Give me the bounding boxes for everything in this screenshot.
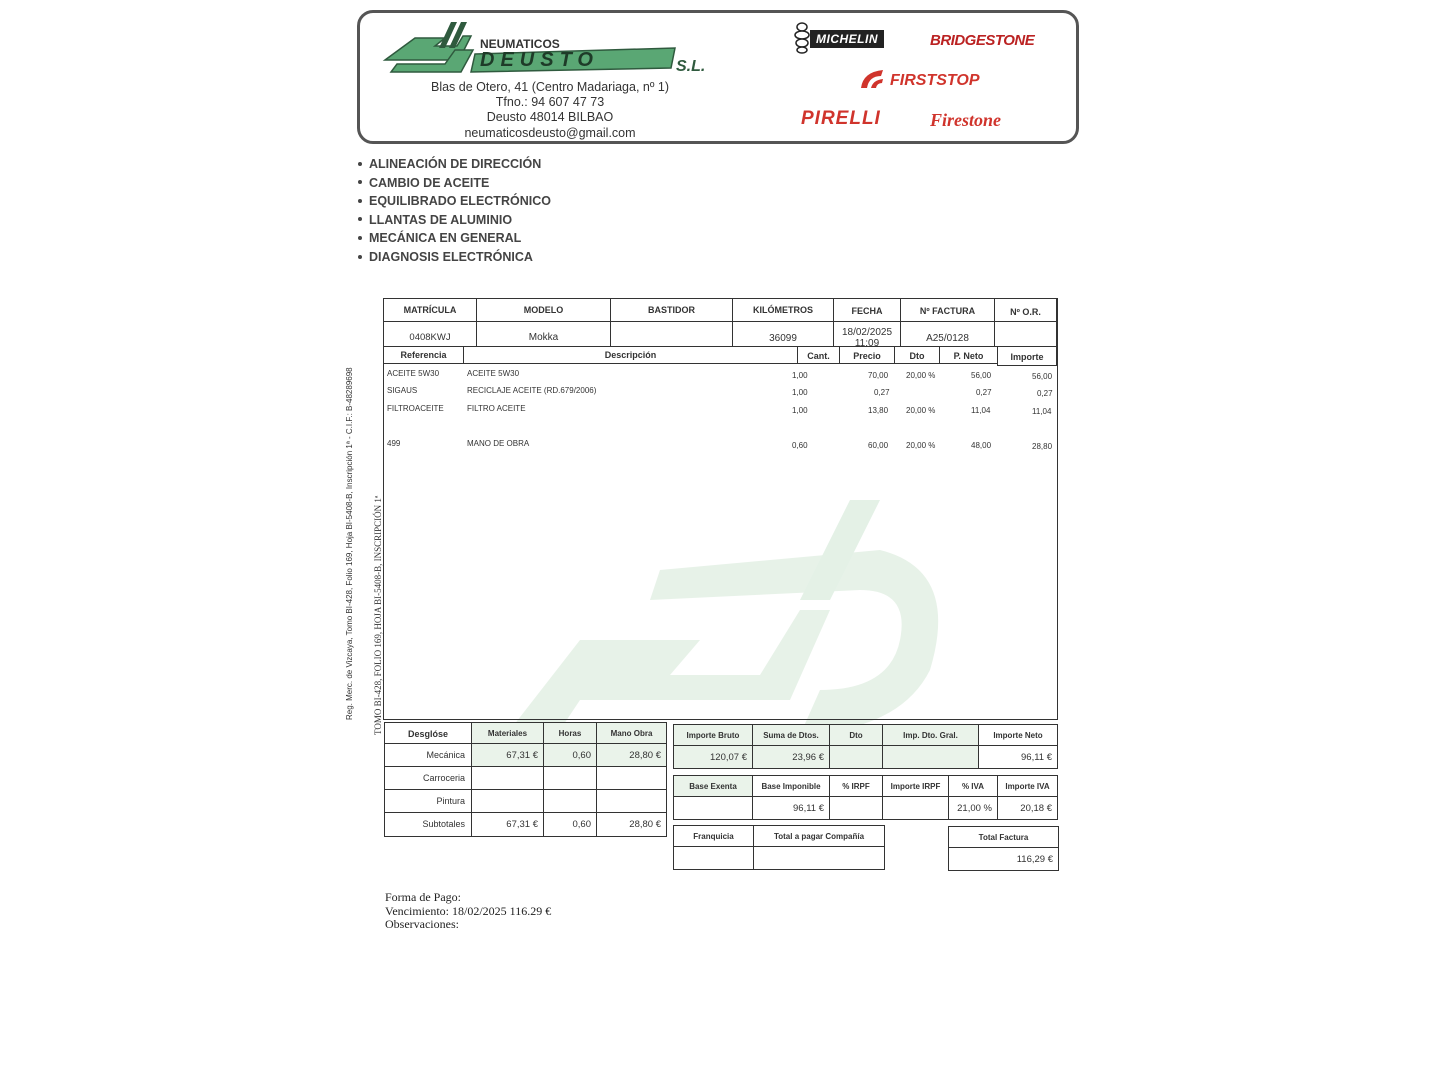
breakdown-carroceria-materiales bbox=[471, 766, 544, 790]
totals-header-imp-dto-gral: Imp. Dto. Gral. bbox=[882, 724, 979, 746]
totals-header-dto: Dto bbox=[829, 724, 883, 746]
header-cant: Cant. bbox=[797, 346, 840, 364]
totals-importe-bruto: 120,07 € bbox=[673, 745, 753, 769]
bullet-icon bbox=[358, 255, 362, 259]
value-n-or bbox=[994, 321, 1057, 347]
row-importe: 0,27 bbox=[1037, 389, 1053, 398]
header-modelo: MODELO bbox=[476, 298, 611, 322]
row-ref: FILTROACEITE bbox=[387, 404, 444, 413]
row-importe: 56,00 bbox=[1032, 372, 1053, 381]
bullet-icon bbox=[358, 162, 362, 166]
breakdown-pintura-horas bbox=[543, 789, 597, 813]
value-modelo: Mokka bbox=[476, 321, 611, 347]
bullet-icon bbox=[358, 236, 362, 240]
breakdown-mecanica-horas: 0,60 bbox=[543, 743, 597, 767]
header-bastidor: BASTIDOR bbox=[610, 298, 733, 322]
total-factura-header: Total Factura bbox=[948, 826, 1059, 848]
tax-importe-irpf bbox=[882, 796, 949, 820]
row-ref: ACEITE 5W30 bbox=[387, 369, 440, 378]
breakdown-header-materiales: Materiales bbox=[471, 722, 544, 744]
value-n-factura: A25/0128 bbox=[900, 321, 995, 347]
observations: Observaciones: bbox=[385, 917, 459, 931]
breakdown-pintura-mano-obra bbox=[596, 789, 667, 813]
breakdown-mecanica-mano-obra: 28,80 € bbox=[596, 743, 667, 767]
value-kilometros: 36099 bbox=[732, 321, 834, 347]
totals-importe-neto: 96,11 € bbox=[978, 745, 1058, 769]
row-importe: 11,04 bbox=[1032, 407, 1052, 416]
tax-iva: 21,00 % bbox=[948, 796, 998, 820]
bullet-icon bbox=[358, 180, 362, 184]
tax-header-importe-iva: Importe IVA bbox=[997, 775, 1058, 797]
breakdown-header-desglose: Desglóse bbox=[384, 722, 472, 744]
firestone-logo: Firestone bbox=[930, 110, 1002, 130]
firststop-logo: FIRSTSTOP bbox=[890, 72, 980, 89]
table-row bbox=[386, 386, 1056, 402]
breakdown-mecanica-materiales: 67,31 € bbox=[471, 743, 544, 767]
header-n-factura: Nº FACTURA bbox=[900, 298, 995, 322]
totals-header-suma-dtos: Suma de Dtos. bbox=[752, 724, 830, 746]
registry-side-text-2: TOMO BI-428, FOLIO 169, HOJA BI-5408-B, INSCRIPCIÓN 1ª bbox=[373, 495, 383, 735]
address-line-1: Blas de Otero, 41 (Centro Madariaga, nº 1) bbox=[430, 80, 670, 94]
breakdown-label-pintura: Pintura bbox=[384, 789, 472, 813]
company-name-top: NEUMATICOS bbox=[480, 37, 560, 51]
header-kilometros: KILÓMETROS bbox=[732, 298, 834, 322]
totals-suma-dtos: 23,96 € bbox=[752, 745, 830, 769]
address-line-email: neumaticosdeusto@gmail.com bbox=[464, 126, 636, 140]
service-item: DIAGNOSIS ELECTRÓNICA bbox=[358, 248, 551, 267]
row-precio: 13,80 bbox=[868, 406, 889, 415]
header-p-neto: P. Neto bbox=[939, 346, 998, 364]
tax-header-base-imponible: Base Imponible bbox=[752, 775, 830, 797]
value-bastidor bbox=[610, 321, 733, 347]
breakdown-header-horas: Horas bbox=[543, 722, 597, 744]
bullet-icon bbox=[358, 217, 362, 221]
row-neto: 11,04 bbox=[971, 406, 991, 415]
row-desc: MANO DE OBRA bbox=[467, 439, 530, 448]
payment-due: Vencimiento: 18/02/2025 116.29 € bbox=[385, 903, 552, 918]
header-matricula: MATRÍCULA bbox=[383, 298, 477, 322]
service-item: EQUILIBRADO ELECTRÓNICO bbox=[358, 192, 551, 211]
header-dto: Dto bbox=[894, 346, 940, 364]
table-row bbox=[386, 369, 1056, 385]
row-cant: 1,00 bbox=[792, 388, 808, 397]
bridgestone-logo: BRIDGESTONE bbox=[930, 32, 1035, 49]
row-cant: 1,00 bbox=[792, 371, 808, 380]
breakdown-pintura-materiales bbox=[471, 789, 544, 813]
tax-header-importe-irpf: Importe IRPF bbox=[882, 775, 949, 797]
header-precio: Precio bbox=[839, 346, 895, 364]
firststop-mark-icon bbox=[857, 68, 887, 90]
service-item: ALINEACIÓN DE DIRECCIÓN bbox=[358, 155, 551, 174]
breakdown-subtotales-horas: 0,60 bbox=[543, 812, 597, 837]
breakdown-header-mano-obra: Mano Obra bbox=[596, 722, 667, 744]
row-cant: 0,60 bbox=[792, 441, 808, 450]
totals-header-importe-neto: Importe Neto bbox=[978, 724, 1058, 746]
registry-side-text: Reg. Merc. de Vizcaya, Tomo BI-428, Folio 169, Hoja BI-5408-B, Inscripción 1ª - C.I.F.: B-48289698 bbox=[345, 367, 354, 720]
total-factura-value: 116,29 € bbox=[948, 847, 1059, 871]
row-ref: SIGAUS bbox=[387, 386, 418, 395]
row-neto: 56,00 bbox=[971, 371, 992, 380]
totals-dto bbox=[829, 745, 883, 769]
michelin-logo: MICHELIN bbox=[810, 30, 884, 48]
totals-imp-dto-gral bbox=[882, 745, 979, 769]
breakdown-carroceria-mano-obra bbox=[596, 766, 667, 790]
header-importe: Importe bbox=[997, 346, 1057, 366]
service-item: CAMBIO DE ACEITE bbox=[358, 174, 551, 193]
tax-base-exenta bbox=[673, 796, 753, 820]
breakdown-label-mecanica: Mecánica bbox=[384, 743, 472, 767]
address-line-phone: Tfno.: 94 607 47 73 bbox=[495, 95, 605, 109]
row-dto: 20,00 % bbox=[906, 371, 936, 380]
service-item: LLANTAS DE ALUMINIO bbox=[358, 211, 551, 230]
row-desc: ACEITE 5W30 bbox=[467, 369, 520, 378]
services-list bbox=[358, 155, 551, 267]
row-desc: FILTRO ACEITE bbox=[467, 404, 526, 413]
row-ref: 499 bbox=[387, 439, 401, 448]
bullet-icon bbox=[358, 199, 362, 203]
row-precio: 60,00 bbox=[868, 441, 889, 450]
breakdown-label-carroceria: Carroceria bbox=[384, 766, 472, 790]
row-neto: 48,00 bbox=[971, 441, 992, 450]
breakdown-subtotales-mano-obra: 28,80 € bbox=[596, 812, 667, 837]
franquicia-header: Franquicia bbox=[673, 825, 754, 847]
breakdown-carroceria-horas bbox=[543, 766, 597, 790]
row-importe: 28,80 bbox=[1032, 442, 1053, 451]
header-referencia: Referencia bbox=[383, 346, 464, 364]
total-compania-header: Total a pagar Compañía bbox=[753, 825, 885, 847]
row-cant: 1,00 bbox=[792, 406, 808, 415]
breakdown-label-subtotales: Subtotales bbox=[384, 812, 472, 837]
total-compania-value bbox=[753, 846, 885, 870]
value-matricula: 0408KWJ bbox=[383, 321, 477, 347]
row-precio: 0,27 bbox=[874, 388, 890, 397]
payment-method: Forma de Pago: bbox=[385, 890, 461, 904]
service-item: MECÁNICA EN GENERAL bbox=[358, 229, 551, 248]
row-neto: 0,27 bbox=[976, 388, 992, 397]
payment-info bbox=[385, 891, 551, 932]
table-row bbox=[386, 404, 1056, 420]
franquicia-value bbox=[673, 846, 754, 870]
tax-header-irpf: % IRPF bbox=[829, 775, 883, 797]
breakdown-subtotales-materiales: 67,31 € bbox=[471, 812, 544, 837]
tax-header-iva: % IVA bbox=[948, 775, 998, 797]
header-n-or: Nº O.R. bbox=[994, 298, 1057, 322]
michelin-man-icon bbox=[793, 22, 811, 54]
tax-importe-iva: 20,18 € bbox=[997, 796, 1058, 820]
header-fecha: FECHA bbox=[833, 298, 901, 322]
address-line-city: Deusto 48014 BILBAO bbox=[486, 110, 614, 124]
company-suffix: S.L. bbox=[676, 58, 706, 75]
header-descripcion: Descripción bbox=[463, 346, 798, 364]
pirelli-logo: PIRELLI bbox=[801, 108, 881, 129]
row-dto: 20,00 % bbox=[906, 406, 936, 415]
row-dto: 20,00 % bbox=[906, 441, 936, 450]
value-fecha: 18/02/2025 11:09 bbox=[833, 321, 901, 347]
table-row bbox=[386, 439, 1056, 455]
row-desc: RECICLAJE ACEITE (RD.679/2006) bbox=[467, 386, 597, 395]
tax-header-base-exenta: Base Exenta bbox=[673, 775, 753, 797]
company-name-main: DEUSTO bbox=[480, 49, 599, 71]
totals-header-importe-bruto: Importe Bruto bbox=[673, 724, 753, 746]
tax-base-imponible: 96,11 € bbox=[752, 796, 830, 820]
tax-irpf bbox=[829, 796, 883, 820]
row-precio: 70,00 bbox=[868, 371, 889, 380]
